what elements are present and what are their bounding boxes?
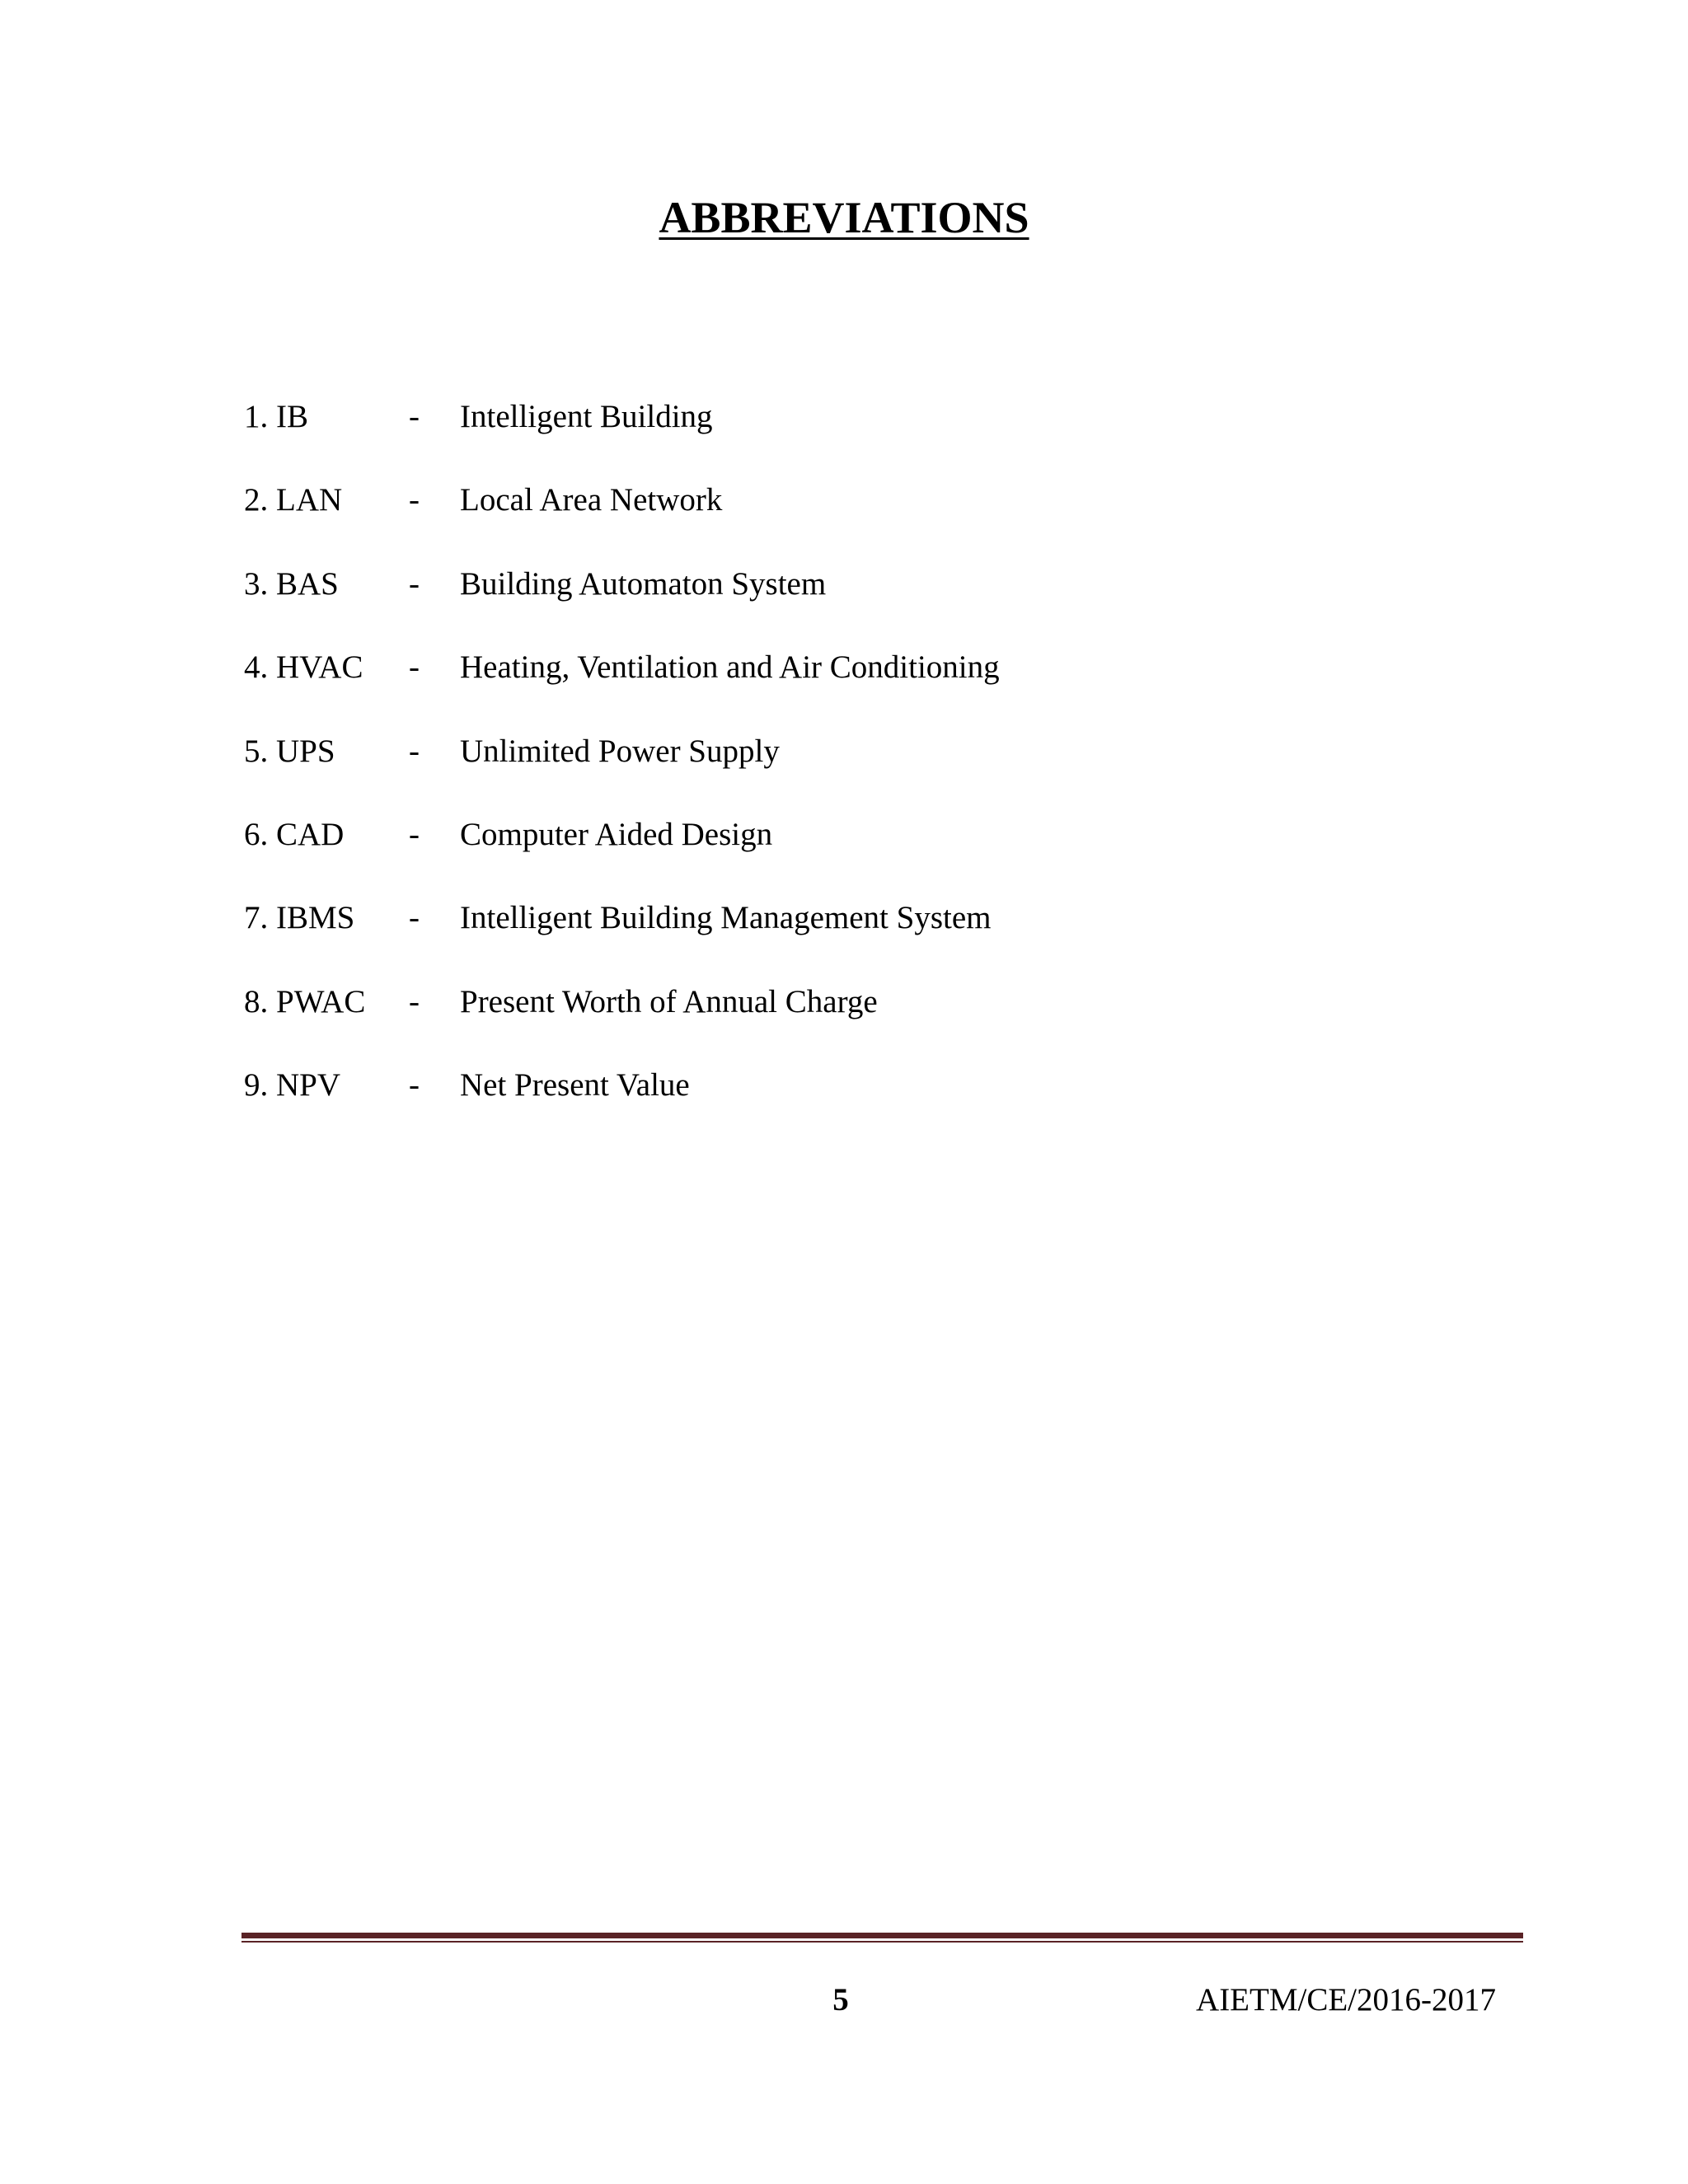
separator-dash: - bbox=[409, 983, 420, 1019]
abbreviation-definition: Local Area Network bbox=[460, 482, 723, 518]
abbreviation-definition: Computer Aided Design bbox=[460, 816, 773, 852]
abbreviation-term: 9. NPV bbox=[244, 1067, 341, 1104]
abbreviation-definition: Heating, Ventilation and Air Conditioning bbox=[460, 649, 1000, 686]
list-item bbox=[244, 477, 1398, 560]
abbreviation-definition: Net Present Value bbox=[460, 1067, 690, 1104]
separator-dash: - bbox=[409, 482, 420, 518]
document-code: AIETM/CE/2016-2017 bbox=[1196, 1982, 1496, 2018]
list-item bbox=[244, 1062, 1398, 1146]
abbreviation-term: 6. CAD bbox=[244, 816, 345, 852]
list-item bbox=[244, 729, 1398, 812]
list-item bbox=[244, 644, 1398, 728]
footer-divider-thick-line bbox=[241, 1933, 1523, 1938]
footer-divider bbox=[241, 1933, 1523, 1944]
abbreviation-definition: Intelligent Building bbox=[460, 399, 713, 434]
abbreviation-term: 2. LAN bbox=[244, 482, 343, 518]
abbreviation-term: 1. IB bbox=[244, 399, 308, 434]
abbreviation-term: 3. BAS bbox=[244, 565, 339, 602]
separator-dash: - bbox=[409, 733, 420, 769]
abbreviation-definition: Intelligent Building Management System bbox=[460, 900, 992, 936]
abbreviation-definition: Present Worth of Annual Charge bbox=[460, 983, 878, 1019]
separator-dash: - bbox=[409, 565, 420, 602]
list-item bbox=[244, 394, 1398, 477]
page-title: ABBREVIATIONS bbox=[659, 193, 1029, 242]
separator-dash: - bbox=[409, 649, 420, 686]
abbreviation-term: 4. HVAC bbox=[244, 649, 363, 686]
separator-dash: - bbox=[409, 1067, 420, 1104]
list-item bbox=[244, 812, 1398, 895]
abbreviation-term: 8. PWAC bbox=[244, 983, 366, 1019]
list-item bbox=[244, 561, 1398, 644]
abbreviation-list bbox=[244, 394, 1398, 1146]
abbreviation-term: 5. UPS bbox=[244, 733, 335, 769]
separator-dash: - bbox=[409, 399, 420, 434]
abbreviation-definition: Unlimited Power Supply bbox=[460, 733, 780, 769]
footer-divider-thin-line bbox=[241, 1941, 1523, 1943]
list-item bbox=[244, 895, 1398, 978]
separator-dash: - bbox=[409, 816, 420, 852]
abbreviation-definition: Building Automaton System bbox=[460, 565, 827, 602]
page-number: 5 bbox=[832, 1982, 849, 2018]
abbreviation-term: 7. IBMS bbox=[244, 900, 355, 936]
separator-dash: - bbox=[409, 900, 420, 936]
list-item bbox=[244, 979, 1398, 1062]
